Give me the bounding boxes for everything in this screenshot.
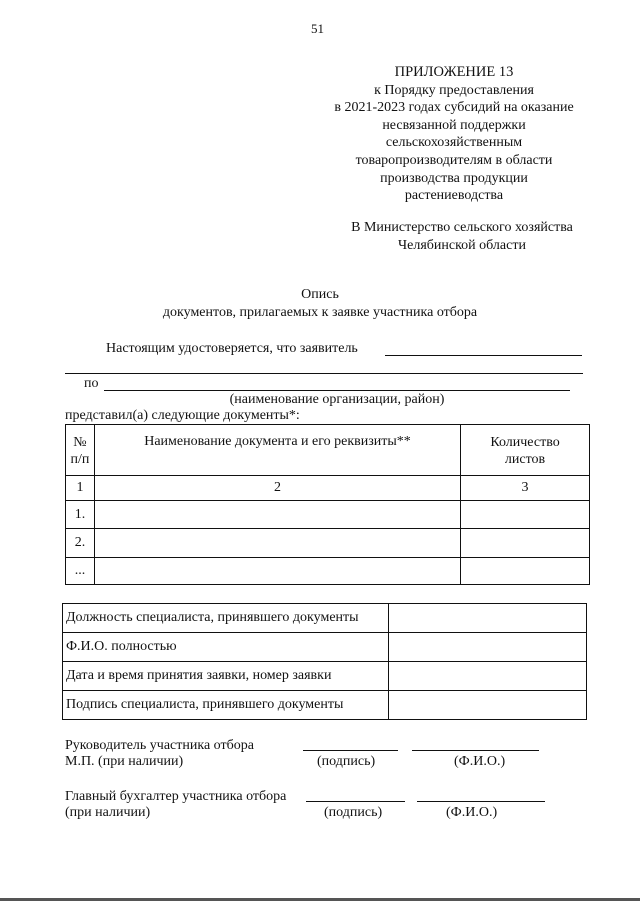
- appendix-line: товаропроизводителям в области: [355, 152, 553, 168]
- po-label: по: [84, 376, 99, 391]
- head-name-field[interactable]: [412, 750, 539, 751]
- specialist-fullname-label: Ф.И.О. полностью: [63, 633, 389, 662]
- addressee-block: [326, 219, 598, 254]
- scan-edge-divider: [0, 898, 640, 901]
- head-signature-hint: (подпись): [317, 754, 376, 769]
- specialist-fullname-value[interactable]: [389, 633, 587, 662]
- specialist-table: [62, 603, 587, 720]
- appendix-title: ПРИЛОЖЕНИЕ 13: [394, 64, 514, 80]
- appendix-line: несвязанной поддержки: [382, 117, 526, 133]
- appendix-line: сельскохозяйственным: [385, 135, 523, 151]
- specialist-row: [63, 604, 587, 633]
- accountant-name-field[interactable]: [417, 801, 545, 802]
- head-label: Руководитель участника отбора: [65, 738, 254, 753]
- page-number: 51: [311, 21, 324, 36]
- addressee-line: Челябинской области: [398, 237, 526, 253]
- document-title: Опись: [301, 287, 339, 302]
- organization-field[interactable]: [104, 390, 570, 391]
- header-number: № п/п: [66, 425, 95, 476]
- specialist-row: [63, 691, 587, 720]
- sheets-count-cell[interactable]: [461, 558, 590, 585]
- document-name-cell[interactable]: [94, 529, 460, 558]
- head-signature-field[interactable]: [303, 750, 398, 751]
- accountant-signature-field[interactable]: [306, 801, 405, 802]
- header-sheets-count: Количество листов: [461, 425, 590, 476]
- appendix-block: [318, 64, 590, 205]
- certify-text: Настоящим удостоверяется, что заявитель: [106, 341, 358, 356]
- appendix-line: к Порядку предоставления: [374, 82, 534, 98]
- documents-table: [65, 424, 590, 585]
- applicant-continuation-field[interactable]: [65, 373, 583, 374]
- row-number: ...: [66, 558, 95, 585]
- sheets-count-cell[interactable]: [461, 501, 590, 529]
- document-name-cell[interactable]: [94, 558, 460, 585]
- organization-hint: (наименование организации, район): [229, 392, 445, 407]
- numbering-cell: 3: [461, 476, 590, 501]
- row-number: 2.: [66, 529, 95, 558]
- accountant-label: Главный бухгалтер участника отбора: [65, 789, 287, 804]
- specialist-signature-label: Подпись специалиста, принявшего документы: [63, 691, 389, 720]
- mp-label: М.П. (при наличии): [65, 754, 184, 769]
- appendix-line: в 2021-2023 годах субсидий на оказание: [334, 100, 574, 116]
- appendix-line: производства продукции: [380, 170, 528, 186]
- accountant-name-hint: (Ф.И.О.): [446, 805, 498, 820]
- specialist-position-value[interactable]: [389, 604, 587, 633]
- specialist-position-label: Должность специалиста, принявшего документы: [63, 604, 389, 633]
- document-subtitle: документов, прилагаемых к заявке участника отбора: [162, 305, 478, 320]
- specialist-row: [63, 662, 587, 691]
- applicant-name-field[interactable]: [385, 355, 582, 356]
- sheets-count-cell[interactable]: [461, 529, 590, 558]
- table-row: [66, 558, 590, 585]
- application-date-value[interactable]: [389, 662, 587, 691]
- head-name-hint: (Ф.И.О.): [454, 754, 506, 769]
- accountant-note: (при наличии): [65, 805, 151, 820]
- documents-table-header: [66, 425, 590, 476]
- application-date-label: Дата и время принятия заявки, номер заявки: [63, 662, 389, 691]
- numbering-cell: 2: [94, 476, 460, 501]
- document-name-cell[interactable]: [94, 501, 460, 529]
- specialist-signature-value[interactable]: [389, 691, 587, 720]
- specialist-row: [63, 633, 587, 662]
- presented-text: представил(а) следующие документы*:: [65, 408, 300, 423]
- row-number: 1.: [66, 501, 95, 529]
- appendix-line: растениеводства: [404, 188, 504, 204]
- table-row: [66, 501, 590, 529]
- table-row: [66, 529, 590, 558]
- addressee-line: В Министерство сельского хозяйства: [351, 220, 573, 235]
- numbering-cell: 1: [66, 476, 95, 501]
- numbering-row: [66, 476, 590, 501]
- header-document-name: Наименование документа и его реквизиты**: [94, 425, 460, 476]
- accountant-signature-hint: (подпись): [324, 805, 383, 820]
